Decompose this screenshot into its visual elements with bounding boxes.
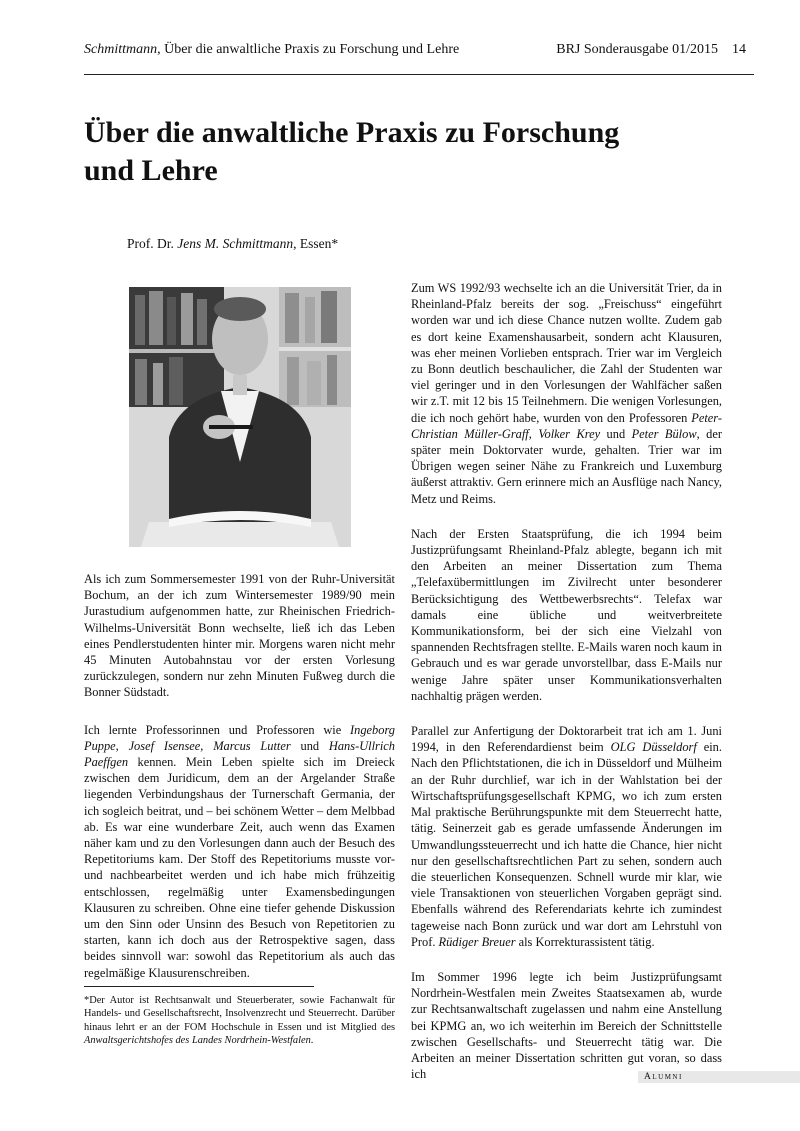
running-header-article: , Über die anwaltliche Praxis zu Forschung und Lehre [157,42,460,57]
person-name: Hans-Ullrich Paeffgen [84,738,395,770]
person-name: Ingeborg Puppe [84,722,395,753]
header-rule [84,74,754,75]
paragraph-left-2: Ich lernte Professorinnen und Professoren wie Ingeborg Puppe, Josef Isensee, Marcus Lutter und Hans-Ullrich Paeffgen kennen. Mein Leben spielte sich im Dreieck zwischen dem Juridicum, dem an der Argelander Straße liegenden Verbindungshaus der Turnerschaft Germania, der ich sogleich beitrat, und – bei schönem Wetter – dem Melbbad ab. Es war eine wunderbare Zeit, auch wenn das Examen näher kam und zu den Vorlesungen dann auch der Besuch des Repetitoriums kam. Der Stoff des Repetitoriums musste vor- und nachbearbeitet werden und ich habe mich frühzeitig entschlossen, regelmäßig unter Examensbedingungen Klausuren zu schreiben. Ohne eine tiefer gehende Diskussion um den Sinn oder Unsinn des Besuch von Repetitorien zu starten, kann ich doch aus der Retrospektive sagen, dass beides sinnvoll war: sowohl das Repetitorium als auch das regelmäßige Klausurenschreiben. [84,722,395,980]
paragraph-left-1: Als ich zum Sommersemester 1991 von der Ruhr-Universität Bochum, an der ich zum Wintersemester 1989/90 mein Jurastudium aufgenommen hatte, zur Rheinischen Friedrich-Wilhelms-Universität Bonn wechselte, ließ ich das Leben eines Pendlerstudenten hinter mir. Morgens waren nicht mehr 45 Minuten Autobahnstau vor der ersten Vorlesung zurückzulegen, sondern nur zehn Minuten Fußweg durch die Bonner Südstadt. [84,572,395,700]
author-byline [127,236,338,252]
author-prefix: Prof. Dr. [127,236,178,251]
author-name: Jens M. Schmittmann [177,236,294,251]
paragraph-right-2: Nach der Ersten Staatsprüfung, die ich 1994 beim Justizprüfungsamt Rheinland-Pfalz ablegte, begann ich mit den Arbeiten an meiner Dissertation zum Thema „Telefaxübermittlungen im Zivilrecht unter besonderer Berücksichtigung des Wettbewerbsrechts“. Telefax war damals eine übliche und weitverbreitete Kommunikationsform, bei der sich eine Vielzahl von spannenden Rechtsfragen stellte. E-Mails waren noch kaum in Gebrauch und es war gerade unvorstellbar, dass E-Mails nur wenige Jahre später unser Kommunikationsverhalten nachhaltig prägen werden. [411,526,722,703]
person-name: Marcus Lutter [213,738,291,753]
paragraph-right-4: Im Sommer 1996 legte ich beim Justizprüfungsamt Nordrhein-Westfalen mein Zweites Staatsexamen ab, wurde zur Rechtsanwaltschaft zugelassen und nahm eine Anstellung bei KPMG an, wo ich weiterhin im Bereich der Schnittstelle zwischen Gesellschafts- und Steuerrecht tätig war. Die Arbeiten an meiner Dissertation schritten gut voran, so dass ich [411,969,722,1082]
person-name: Rüdiger Breuer [438,934,516,949]
paragraph-right-3: Parallel zur Anfertigung der Doktorarbeit trat ich am 1. Juni 1994, in den Referendardienst beim OLG Düsseldorf ein. Nach den Pflichtstationen, die ich in Düsseldorf und Mülheim an der Ruhr durchlief, war ich in der Wahlstation bei der Wirtschaftsprüfungsgesellschaft KPMG, wo ich zum ersten Mal praktische Berührungspunkte mit dem Steuerrecht hatte, tätig. Seinerzeit gab es gerade umfassende Änderungen im Umwandlungssteuerrecht und ich hatte die Chance, hier nicht nur den gesellschaftsrechtlichen Part zu sehen, sondern auch die steuerlichen Konsequenzen. Schnell wurde mir klar, wie viele Transaktionen von steuerlichen Vorgaben geprägt sind. Ebenfalls während des Referendariats kehrte ich zumindest tageweise nach Bonn zurück und war dort am Lehrstuhl von Prof. Rüdiger Breuer als Korrekturassistent tätig. [411,724,722,949]
author-photo [129,287,351,547]
journal-name: BRJ Sonderausgabe 01/2015 [556,42,718,57]
running-header [84,42,746,64]
section-label: Alumni [638,1071,800,1083]
person-name: Peter-Christian Müller-Graff [411,410,722,441]
right-column [411,280,722,1101]
paragraph-right-1: Zum WS 1992/93 wechselte ich an die Universität Trier, da in Rheinland-Pfalz bereits der sog. „Freischuss“ eingeführt worden war und ich diese Chance nutzen wollte. Zudem gab es dort keine Examenshausarbeit, sondern acht Klausuren, was eher meinen Vorlieben entsprach. Trier war im Vergleich zu Bonn deutlich beschaulicher, die Zahl der Studenten war viel geringer und in den Vorlesungen der Wahlfächer saßen wir z.T. mit 12 bis 15 Teilnehmern. Die wenigen Vorlesungen, die ich noch gehört habe, wurden von den Professoren Peter-Christian Müller-Graff, Volker Krey und Peter Bülow, der später mein Doktorvater wurde, gehalten. Trier war im Übrigen wegen seiner Nähe zu Frankreich und Luxemburg äußerst attraktiv. Gern erinnere mich an Ausflüge nach Nancy, Metz und Reims. [411,281,722,506]
person-name: Volker Krey [538,426,601,441]
running-header-journal-page [556,42,746,58]
person-name: Peter Bülow [631,426,697,441]
article-title: Über die anwaltliche Praxis zu Forschung und Lehre [84,116,620,187]
running-header-title [84,42,459,58]
footnote-institution: Anwaltsgerichtshofes des Landes Nordrhein-Westfalen [84,1035,311,1047]
person-name: Josef Isensee [128,738,201,753]
page-number: 14 [732,42,746,57]
court-name: OLG Düsseldorf [610,740,697,755]
footnote-rule [84,986,314,987]
running-header-author: Schmittmann [84,42,158,57]
footnote: *Der Autor ist Rechtsanwalt und Steuerberater, sowie Fachanwalt für Handels- und Gesellschaftsrecht, Insolvenzrecht und Steuerrecht. Darüber hinaus lehrt er an der FOM Hochschule in Essen und ist Mitglied des Anwaltsgerichtshofes des Landes Nordrhein-Westfalen. [84,995,395,1047]
author-suffix: , Essen* [293,236,339,251]
left-column [84,571,395,1002]
author-photo-illustration [129,287,351,547]
